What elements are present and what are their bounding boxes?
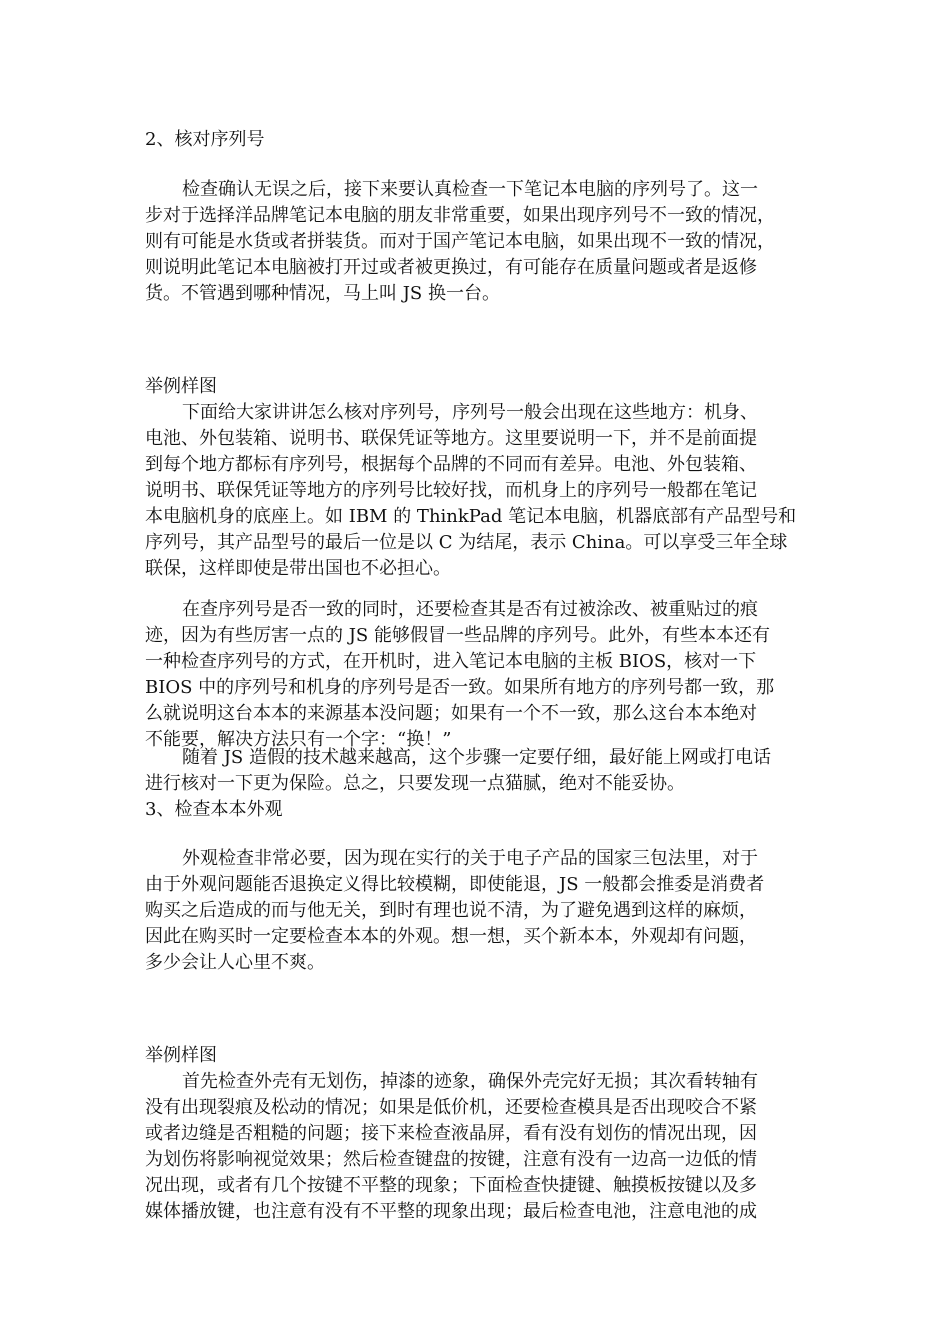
text-line: 没有出现裂痕及松动的情况；如果是低价机，还要检查模具是否出现咬合不紧: [145, 1097, 757, 1118]
text-line: 首先检查外壳有无划伤，掉漆的迹象，确保外壳完好无损；其次看转轴有: [182, 1071, 758, 1092]
text-line: 或者边缝是否粗糙的问题；接下来检查液晶屏，看有没有划伤的情况出现，因: [145, 1123, 757, 1144]
text-line: 检查确认无误之后，接下来要认真检查一下笔记本电脑的序列号了。这一: [182, 179, 758, 200]
text-line: 货。不管遇到哪种情况，马上叫 JS 换一台。: [145, 283, 500, 304]
text-line: 况出现，或者有几个按键不平整的现象；下面检查快捷键、触摸板按键以及多: [145, 1175, 757, 1196]
text-line: 序列号，其产品型号的最后一位是以 C 为结尾，表示 China。可以享受三年全球: [145, 532, 788, 553]
paragraph: [145, 1069, 810, 1225]
text-line: 一种检查序列号的方式，在开机时，进入笔记本电脑的主板 BIOS，核对一下: [145, 651, 757, 672]
text-line: 么就说明这台本本的来源基本没问题；如果有一个不一致，那么这台本本绝对: [145, 703, 757, 724]
paragraph: [145, 846, 810, 976]
text-line: 下面给大家讲讲怎么核对序列号，序列号一般会出现在这些地方：机身、: [182, 402, 758, 423]
section-heading: 3、检查本本外观: [145, 799, 283, 820]
text-line: 由于外观问题能否退换定义得比较模糊，即使能退，JS 一般都会推委是消费者: [145, 874, 765, 895]
text-line: 不能要，解决方法只有一个字：“换！”: [145, 729, 452, 750]
text-line: 步对于选择洋品牌笔记本电脑的朋友非常重要，如果出现序列号不一致的情况，: [145, 205, 775, 226]
text-line: 联保，这样即使是带出国也不必担心。: [145, 558, 451, 579]
text-line: 到每个地方都标有序列号，根据每个品牌的不同而有差异。电池、外包装箱、: [145, 454, 757, 475]
text-line: 电池、外包装箱、说明书、联保凭证等地方。这里要说明一下，并不是前面提: [145, 428, 757, 449]
text-line: 为划伤将影响视觉效果；然后检查键盘的按键，注意有没有一边高一边低的情: [145, 1149, 757, 1170]
text-line: 本电脑机身的底座上。如 IBM 的 ThinkPad 笔记本电脑，机器底部有产品型号和: [145, 506, 797, 527]
text-line: 外观检查非常必要，因为现在实行的关于电子产品的国家三包法里，对于: [182, 848, 758, 869]
text-line: 进行核对一下更为保险。总之，只要发现一点猫腻，绝对不能妥协。: [145, 773, 685, 794]
text-line: 在查序列号是否一致的同时，还要检查其是否有过被涂改、被重贴过的痕: [182, 599, 758, 620]
paragraph: [145, 597, 810, 753]
example-label: 举例样图: [145, 376, 217, 397]
section-heading: 2、核对序列号: [145, 129, 265, 150]
text-line: BIOS 中的序列号和机身的序列号是否一致。如果所有地方的序列号都一致，那: [145, 677, 775, 698]
paragraph: [145, 745, 810, 797]
paragraph: [145, 400, 810, 582]
paragraph: [145, 177, 810, 307]
example-label: 举例样图: [145, 1045, 217, 1066]
text-line: 多少会让人心里不爽。: [145, 952, 325, 973]
text-line: 迹，因为有些厉害一点的 JS 能够假冒一些品牌的序列号。此外，有些本本还有: [145, 625, 770, 646]
text-line: 因此在购买时一定要检查本本的外观。想一想，买个新本本，外观却有问题，: [145, 926, 757, 947]
text-line: 购买之后造成的而与他无关，到时有理也说不清，为了避免遇到这样的麻烦，: [145, 900, 757, 921]
text-line: 说明书、联保凭证等地方的序列号比较好找，而机身上的序列号一般都在笔记: [145, 480, 757, 501]
text-line: 则说明此笔记本电脑被打开过或者被更换过，有可能存在质量问题或者是返修: [145, 257, 757, 278]
text-line: 则有可能是水货或者拼装货。而对于国产笔记本电脑，如果出现不一致的情况，: [145, 231, 775, 252]
text-line: 随着 JS 造假的技术越来越高，这个步骤一定要仔细，最好能上网或打电话: [182, 747, 771, 768]
text-line: 媒体播放键，也注意有没有不平整的现象出现；最后检查电池，注意电池的成: [145, 1201, 757, 1222]
